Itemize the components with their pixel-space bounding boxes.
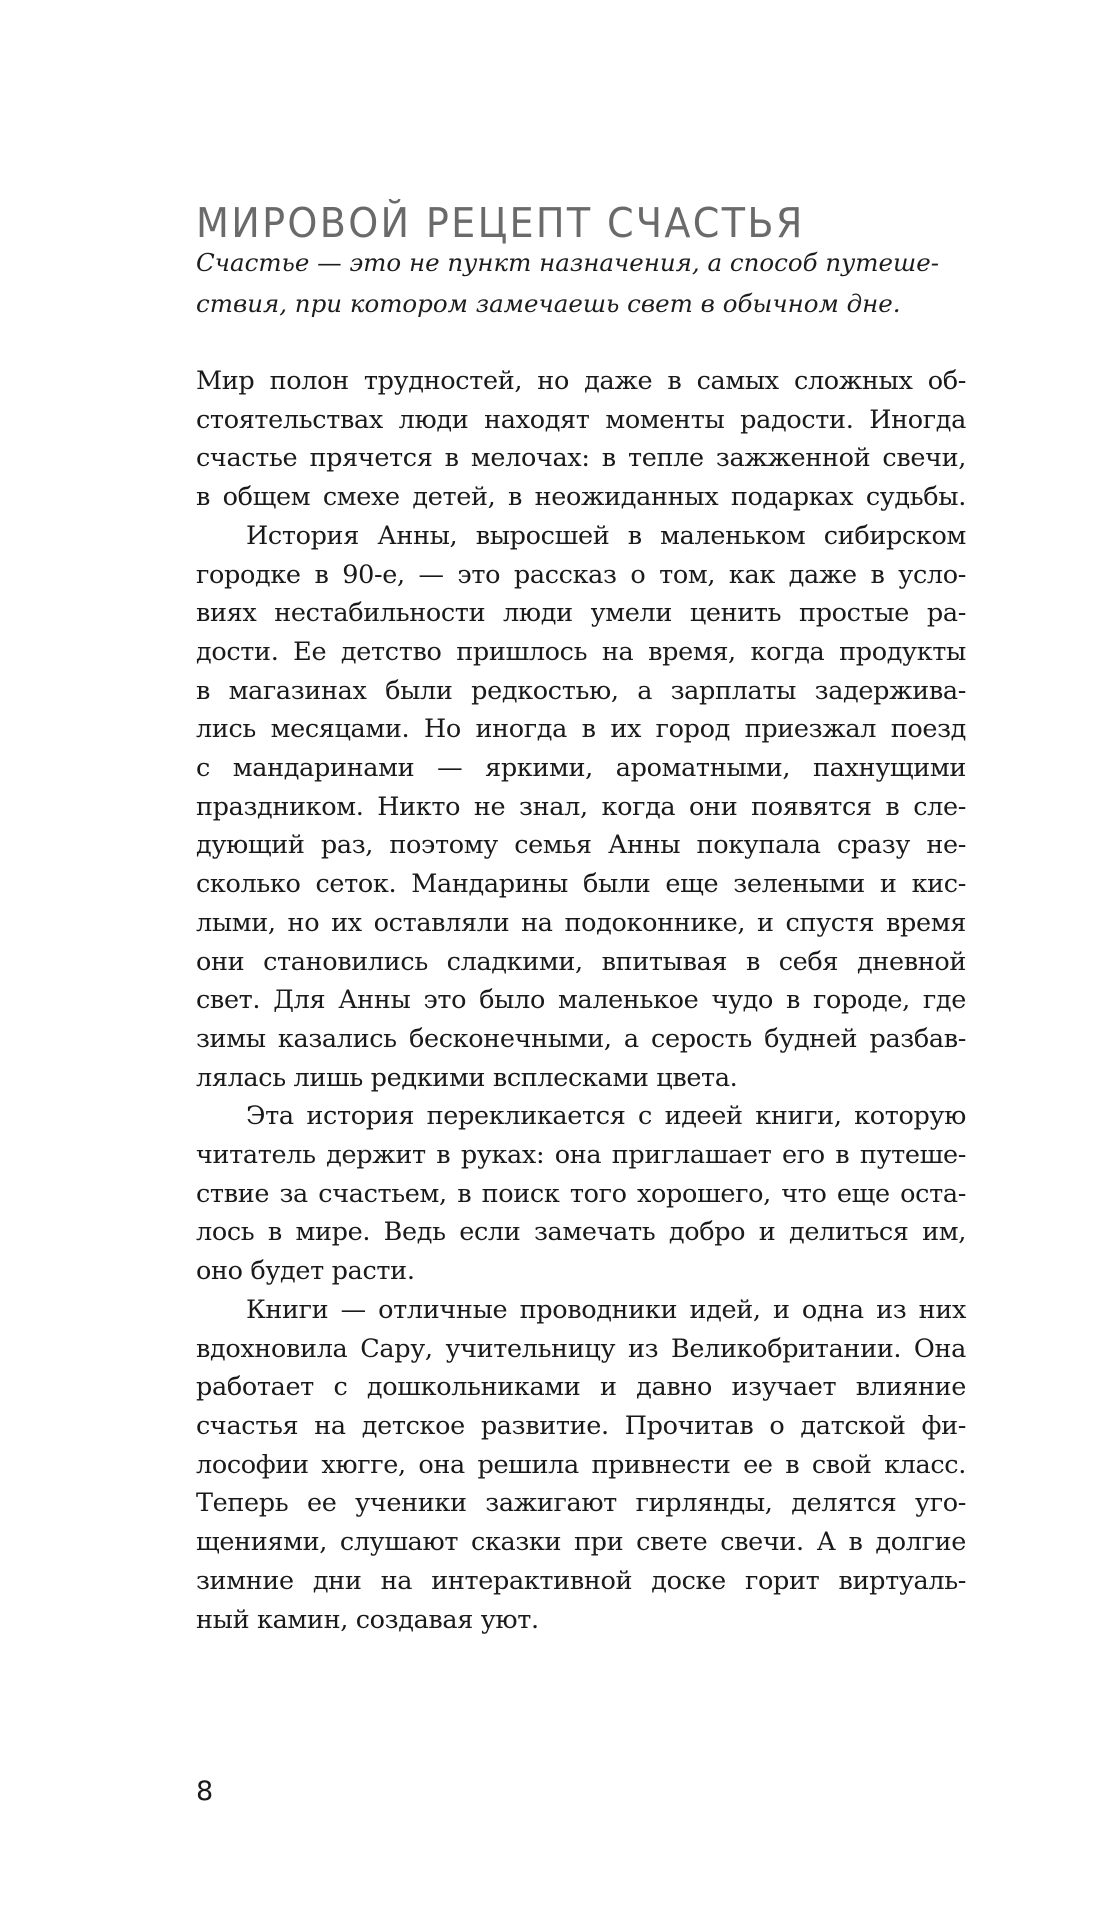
text-line: дующий раз, поэтому семья Анны покупала сразу не- — [196, 830, 966, 861]
text-line: История Анны, выросшей в маленьком сибирском — [246, 520, 966, 551]
text-line: виях нестабильности люди умели ценить простые ра- — [196, 598, 966, 629]
text-line: свет. Для Анны это было маленькое чудо в городе, где — [196, 985, 966, 1016]
paragraph — [196, 1097, 966, 1291]
text-line: счастье прячется в мелочах: в тепле зажженной свечи, — [196, 443, 966, 474]
text-line: городке в 90-е, — это рассказ о том, как даже в усло- — [196, 559, 966, 590]
text-line: Мир полон трудностей, но даже в самых сложных об- — [196, 366, 966, 396]
text-line: с мандаринами — яркими, ароматными, пахнущими — [196, 753, 966, 784]
text-line: щениями, слушают сказки при свете свечи. А в долгие — [196, 1527, 966, 1558]
text-line: Теперь ее ученики зажигают гирлянды, делятся уго- — [196, 1488, 966, 1519]
text-line: дости. Ее детство пришлось на время, когда продукты — [196, 636, 966, 667]
text-line: вдохновила Сару, учительницу из Великобритании. Она — [196, 1333, 966, 1364]
body-text — [196, 362, 966, 1639]
text-line: счастья на детское развитие. Прочитав о датской фи- — [196, 1410, 966, 1441]
text-line: читатель держит в руках: она приглашает его в путеше- — [196, 1140, 966, 1171]
text-line: зимние дни на интерактивной доске горит виртуаль- — [196, 1565, 966, 1596]
epigraph-line: ствия, при котором замечаешь свет в обычном дне. — [196, 289, 901, 318]
text-line: в магазинах были редкостью, а зарплаты задержива- — [196, 675, 966, 706]
text-line: ствие за счастьем, в поиск того хорошего, что еще оста- — [196, 1178, 966, 1209]
text-line: работает с дошкольниками и давно изучает влияние — [196, 1372, 966, 1403]
text-line: лись месяцами. Но иногда в их город приезжал поезд — [196, 714, 966, 745]
text-line: стоятельствах люди находят моменты радости. Иногда — [196, 404, 966, 435]
text-line: Книги — отличные проводники идей, и одна из них — [246, 1294, 966, 1325]
epigraph — [196, 242, 940, 324]
text-line: оно будет расти. — [196, 1256, 415, 1287]
epigraph-line: Счастье — это не пункт назначения, а способ путеше- — [196, 248, 940, 277]
chapter-title: МИРОВОЙ РЕЦЕПТ СЧАСТЬЯ — [196, 199, 805, 248]
paragraph — [196, 1291, 966, 1639]
page-number: 8 — [196, 1776, 214, 1807]
text-line: они становились сладкими, впитывая в себя дневной — [196, 946, 966, 977]
text-line: лософии хюгге, она решила привнести ее в свой класс. — [196, 1449, 966, 1480]
paragraph — [196, 517, 966, 1098]
paragraph — [196, 362, 966, 517]
text-line: лось в мире. Ведь если замечать добро и делиться им, — [196, 1217, 966, 1248]
text-line: Эта история перекликается с идеей книги, которую — [246, 1101, 966, 1132]
text-line: сколько сеток. Мандарины были еще зелеными и кис- — [196, 869, 966, 900]
text-line: праздником. Никто не знал, когда они появятся в сле- — [196, 791, 966, 822]
text-line: лялась лишь редкими всплесками цвета. — [196, 1062, 738, 1093]
text-line: зимы казались бесконечными, а серость будней разбав- — [196, 1023, 966, 1054]
text-line: ный камин, создавая уют. — [196, 1604, 539, 1635]
text-line: лыми, но их оставляли на подоконнике, и спустя время — [196, 907, 966, 938]
text-line: в общем смехе детей, в неожиданных подарках судьбы. — [196, 482, 966, 513]
